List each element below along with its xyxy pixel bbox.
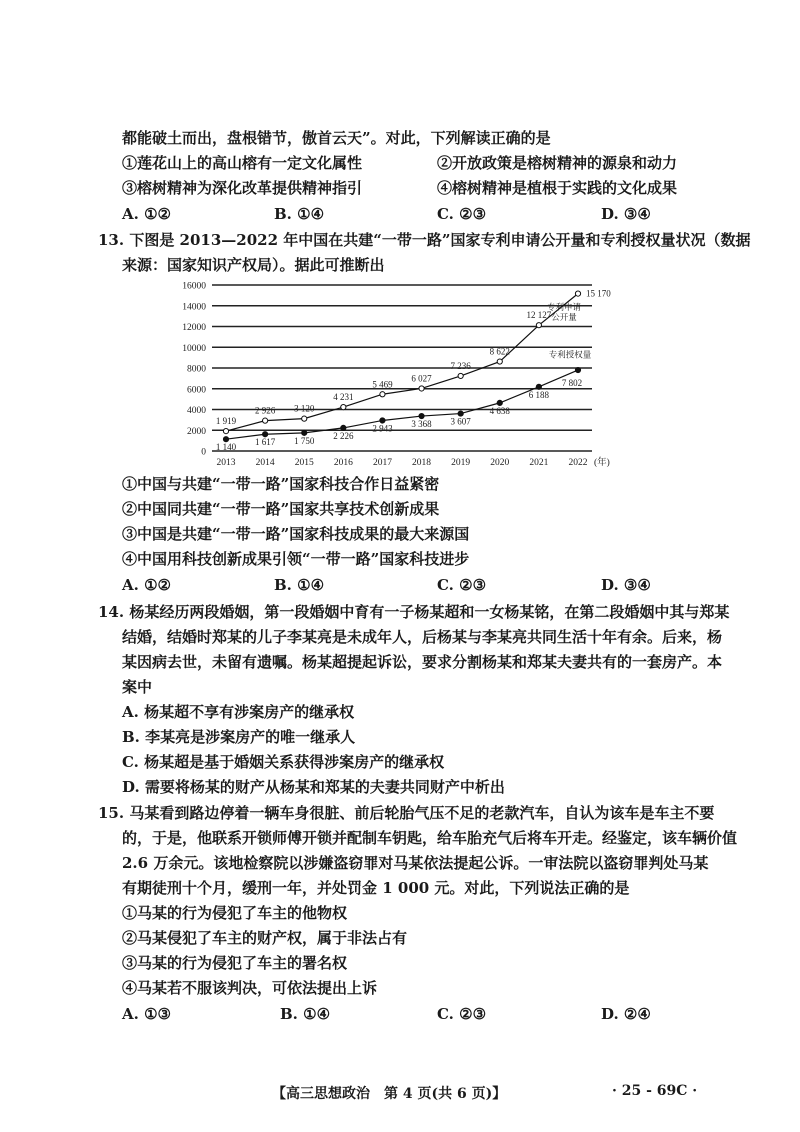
data-label: 4 638: [489, 405, 510, 416]
q12-option-c: C. ②③: [437, 205, 487, 223]
q15-option-b: B. ①④: [280, 1005, 331, 1023]
series-name-label: 专利申请: [546, 302, 582, 313]
data-point: [380, 392, 385, 397]
q15-item: ④马某若不服该判决，可依法提出上诉: [122, 979, 378, 997]
q13-option-d: D. ③④: [601, 576, 651, 594]
page-code: · 25 - 69C ·: [612, 1083, 698, 1099]
q12-item: ①莲花山上的高山榕有一定文化属性: [122, 154, 363, 172]
x-tick-label: 2016: [333, 458, 353, 468]
series-line: [226, 294, 578, 434]
data-label: 8 622: [489, 346, 510, 357]
data-point: [497, 359, 502, 364]
data-point: [497, 400, 502, 405]
q12-item: ③榕树精神为深化改革提供精神指引: [122, 179, 363, 197]
q15-option-d: D. ②④: [601, 1005, 651, 1023]
q12-stem: 都能破土而出，盘根错节，傲首云天”。对此，下列解读正确的是: [122, 129, 551, 147]
y-tick-label: 8000: [187, 364, 206, 375]
data-point: [223, 437, 228, 442]
q14-stem-line: 某因病去世，未留有遗嘱。杨某超提起诉讼，要求分割杨某和郑某夫妻共有的一套房产。本: [122, 653, 723, 671]
y-tick-label: 10000: [182, 343, 206, 354]
data-label: 1 140: [215, 442, 237, 453]
y-tick-label: 14000: [182, 302, 206, 313]
data-point: [341, 405, 346, 410]
series-name-label: 公开量: [551, 312, 577, 323]
data-label: 1 750: [294, 435, 315, 446]
patent-line-chart: [160, 275, 630, 470]
y-tick-label: 6000: [187, 385, 206, 396]
q12-option-d: D. ③④: [601, 205, 651, 223]
q13-option-b: B. ①④: [274, 576, 325, 594]
x-tick-label: 2022: [568, 458, 588, 468]
data-label: 1 919: [215, 416, 237, 427]
q13-stem-line: 来源：国家知识产权局）。据此可推断出: [122, 256, 385, 274]
q14-option-b: B. 李某亮是涉案房产的唯一继承人: [122, 728, 356, 746]
data-label: 2 226: [333, 430, 354, 441]
data-label: 12 127: [526, 310, 552, 321]
data-point: [341, 425, 346, 430]
x-tick-label: 2017: [372, 458, 392, 468]
q13-option-a: A. ①②: [122, 576, 171, 594]
data-point: [419, 386, 424, 391]
q13-item: ④中国用科技创新成果引领“一带一路”国家科技进步: [122, 550, 470, 568]
q13-stem-line: 13. 下图是 2013—2022 年中国在共建“一带一路”国家专利申请公开量和专利授权量状况（数据: [98, 231, 751, 249]
data-label: 3 607: [450, 416, 471, 427]
data-label: 2 926: [254, 405, 276, 416]
q13-item: ②中国同共建“一带一路”国家共享技术创新成果: [122, 500, 440, 518]
q13-option-c: C. ②③: [437, 576, 487, 594]
y-tick-label: 16000: [182, 281, 206, 292]
q12-option-a: A. ①②: [122, 205, 171, 223]
y-tick-label: 4000: [187, 406, 206, 416]
q14-option-d: D. 需要将杨某的财产从杨某和郑某的夫妻共同财产中析出: [122, 778, 505, 796]
q14-option-a: A. 杨某超不享有涉案房产的继承权: [122, 703, 355, 721]
x-tick-label: 2021: [529, 458, 549, 468]
x-tick-label: 2013: [216, 458, 236, 468]
series-name-label: 专利授权量: [548, 350, 592, 361]
data-point: [536, 323, 541, 328]
data-point: [575, 367, 580, 372]
q15-stem-line: 的，于是，他联系开锁师傅开锁并配制车钥匙，给车胎充气后将车开走。经鉴定，该车辆价值: [122, 829, 738, 847]
q14-stem-line: 结婚，结婚时郑某的儿子李某亮是未成年人，后杨某与李某亮共同生活十年有余。后来，杨: [122, 628, 723, 646]
page-footer-title: 【高三思想政治 第 4 页(共 6 页)】: [272, 1086, 507, 1102]
q15-item: ①马某的行为侵犯了车主的他物权: [122, 904, 348, 922]
data-label: 7 802: [561, 378, 583, 389]
q15-item: ③马某的行为侵犯了车主的署名权: [122, 954, 348, 972]
data-point: [575, 291, 580, 296]
x-tick-label: 2019: [451, 458, 471, 468]
data-label: 6 027: [411, 373, 432, 384]
q14-stem-line: 14. 杨某经历两段婚姻，第一段婚姻中育有一子杨某超和一女杨某铭，在第二段婚姻中其与郑某: [98, 603, 730, 621]
x-tick-label: 2015: [294, 458, 314, 468]
data-point: [380, 418, 385, 423]
data-label: 6 188: [528, 389, 550, 400]
y-tick-label: 12000: [182, 323, 206, 333]
q15-item: ②马某侵犯了车主的财产权，属于非法占有: [122, 929, 408, 947]
q12-option-b: B. ①④: [274, 205, 325, 223]
data-label: 3 120: [294, 403, 315, 414]
data-point: [302, 430, 307, 435]
y-tick-label: 0: [201, 447, 206, 458]
data-label: 15 170: [586, 288, 611, 299]
x-tick-label: 2020: [490, 458, 510, 468]
data-label: 5 469: [372, 379, 393, 390]
data-point: [458, 411, 463, 416]
x-tick-label: 2014: [255, 458, 275, 468]
q13-item: ③中国是共建“一带一路”国家科技成果的最大来源国: [122, 525, 470, 543]
data-point: [458, 373, 463, 378]
q15-option-a: A. ①③: [122, 1005, 171, 1023]
x-tick-label: 2018: [412, 458, 432, 468]
q15-stem-line: 2.6 万余元。该地检察院以涉嫌盗窃罪对马某依法提起公诉。一审法院以盗窃罪判处马某: [122, 854, 709, 872]
q15-option-c: C. ②③: [437, 1005, 487, 1023]
q12-item: ②开放政策是榕树精神的源泉和动力: [437, 154, 678, 172]
data-label: 3 368: [411, 419, 432, 430]
data-label: 4 231: [333, 392, 354, 403]
q14-stem-line: 案中: [122, 678, 153, 696]
y-tick-label: 2000: [187, 426, 206, 437]
data-point: [302, 416, 307, 421]
data-point: [536, 384, 541, 389]
data-label: 1 617: [254, 437, 276, 448]
data-point: [419, 413, 424, 418]
q15-stem-line: 有期徒刑十个月，缓刑一年，并处罚金 1 000 元。对此，下列说法正确的是: [122, 879, 630, 897]
q12-item: ④榕树精神是植根于实践的文化成果: [437, 179, 678, 197]
data-label: 7 236: [450, 360, 471, 371]
data-point: [263, 432, 268, 437]
q15-stem-line: 15. 马某看到路边停着一辆车身很脏、前后轮胎气压不足的老款汽车，自认为该车是车主不要: [98, 804, 715, 822]
q14-option-c: C. 杨某超是基于婚姻关系获得涉案房产的继承权: [122, 753, 445, 771]
chart-canvas: [160, 275, 630, 470]
data-label: 2 943: [372, 423, 393, 434]
q13-item: ①中国与共建“一带一路”国家科技合作日益紧密: [122, 475, 440, 493]
series-line: [226, 370, 578, 439]
x-unit-label: (年): [594, 458, 610, 468]
data-point: [223, 428, 228, 433]
data-point: [263, 418, 268, 423]
